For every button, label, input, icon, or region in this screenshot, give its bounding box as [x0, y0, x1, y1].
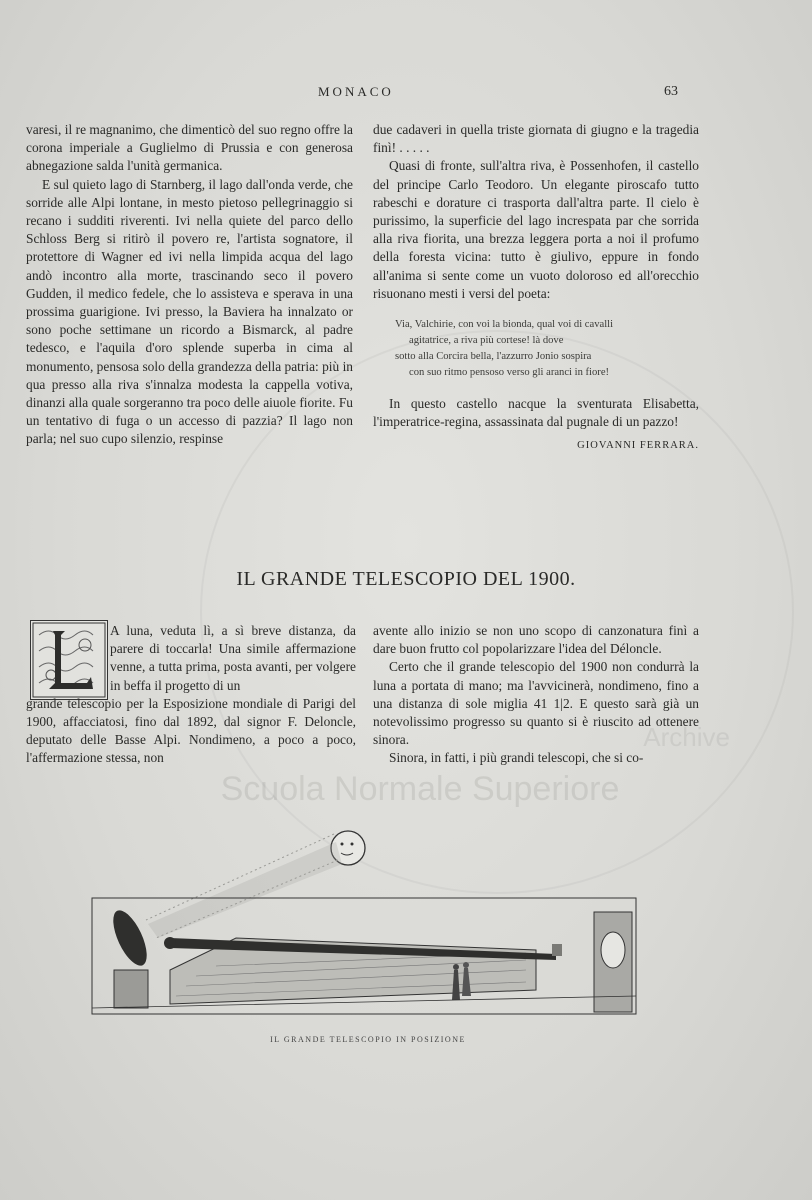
paragraph: grande telescopio per la Esposizione mondiale di Parigi del 1900, affacciatosi, fino dal 1892, dal signor F. Deloncle, deputato delle Basse Alpi. Nondimeno, a poco a poco, l'affermazione stessa, non: [26, 695, 356, 766]
article1-left-column: [26, 121, 353, 449]
paragraph: Sinora, in fatti, i più grandi telescopi, che si co-: [389, 750, 644, 766]
poem-quote: [395, 317, 699, 381]
verse-line: Via, Valchirie, con voi la bionda, qual voi di cavalli: [395, 319, 614, 331]
verse-line: sotto alla Corcira bella, l'azzurro Jonio sospira: [395, 351, 592, 363]
paragraph: avente allo inizio se non uno scopo di canzonatura finì a dare buon frutto col popolarizzare l'idea del Déloncle.: [373, 623, 699, 657]
page-number: 63: [664, 84, 678, 99]
watermark-text: Scuola Normale Superiore: [220, 770, 620, 808]
paragraph: E sul quieto lago di Starnberg, il lago dall'onda verde, che sorride alle Alpi lontane, in mesto pietoso pellegrinaggio si recano i sudditi riverenti. Ivi nella quiete del parco dello Schloss Berg si ritirò il povero re, l'artista sognatore, il protettore di Wagner ed ivi nella limpida acqua del lago andò incontro alla morte, trascinando seco il povero Gudden, il medico fedele, che lo assisteva e sperava in una prossima guarigione. Ivi presso, la Baviera ha innalzato or sono poche settimane un ricordo a Bismarck, al padre tedesco, e l'aquila d'oro splende superba in cima al monumento, pensosa solo della grandezza della patria: più in qua presso alla riva s'innalza modesta la cappella votiva, dinanzi alla quale sorgeranno tra poco delle aiuole fiorite. Fu un tentativo di fuga o un accesso di pazzia? Il lago non parla; nel suo cupo silenzio, respinse: [26, 176, 353, 447]
paragraph: due cadaveri in quella triste giornata di giugno e la tragedia finì! . . . . .: [373, 122, 699, 156]
paragraph: In questo castello nacque la sventurata Elisabetta, l'imperatrice-regina, assassinata dal pugnale di un pazzo!: [373, 396, 699, 430]
article2-left-column: [26, 622, 356, 768]
article1-right-column: [373, 121, 699, 456]
author-signature: GIOVANNI FERRARA.: [577, 440, 699, 452]
figure-caption: IL GRANDE TELESCOPIO IN POSIZIONE: [270, 1035, 466, 1044]
article-title: IL GRANDE TELESCOPIO DEL 1900.: [236, 568, 576, 590]
verse-line: agitatrice, a riva più cortese! là dove: [409, 335, 564, 347]
running-title: MONACO: [318, 84, 394, 99]
paragraph: Certo che il grande telescopio del 1900 non condurrà la luna a portata di mano; ma l'avvicinerà, nondimeno, fino a una distanza di sole miglia 41 1|2. E questo sarà già un notevolissimo progresso su quanto si è riuscito ad ottenere sinora.: [373, 659, 699, 748]
paragraph: Quasi di fronte, sull'altra riva, è Possenhofen, il castello del principe Carlo Teodoro. Un elegante piroscafo tutto rabeschi e dorature ci trasporta dall'altra parte. Il cielo è purissimo, la superficie del lago increspata par che sorrida alla riva fiorita, una brezza leggera porta a noi il profumo della foresta vicina: tutto è giulivo, eppure in fondo all'anima si sente come un vuoto doloroso ed all'orecchio risuonano mesti i versi del poeta:: [373, 158, 699, 301]
paragraph: A luna, veduta lì, a sì breve distanza, da parere di toccarla! Una simile affermazione venne, a tutta prima, posta avanti, per volgere in beffa il progetto di un: [110, 623, 356, 693]
telescope-illustration: [86, 820, 642, 1026]
verse-line: con suo ritmo pensoso verso gli aranci in fiore!: [409, 367, 610, 379]
paragraph: varesi, il re magnanimo, che dimenticò del suo regno offre la corona imperiale a Guglielmo di Prussia e con generosa abnegazione salda l'unità germanica.: [26, 122, 353, 174]
watermark-text: Archive: [643, 722, 730, 752]
running-head: [0, 84, 812, 104]
